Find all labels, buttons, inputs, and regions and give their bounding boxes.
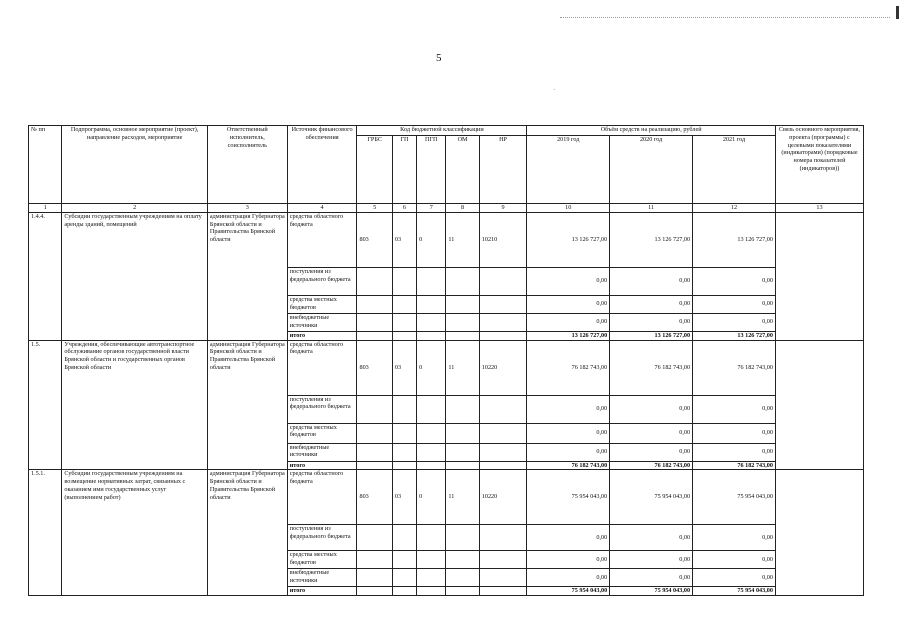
amount-2020: 13 126 727,00 <box>610 212 693 267</box>
code-pgp: 0 <box>417 212 446 267</box>
amount-2019: 0,00 <box>527 267 610 295</box>
code-gp: 03 <box>392 340 416 395</box>
header-om: ОМ <box>446 136 479 204</box>
amount-2020: 0,00 <box>610 423 693 443</box>
code-pgp: 0 <box>417 340 446 395</box>
amount-2021: 0,00 <box>693 551 776 569</box>
page-number: 5 <box>436 52 442 64</box>
source-local: средства местных бюджетов <box>287 295 357 313</box>
source-federal: поступления из федерального бюджета <box>287 267 357 295</box>
row-executor: администрация Губернатора Брянской области и Правительства Брянской области <box>207 470 287 596</box>
amount-2020: 75 954 043,00 <box>610 470 693 525</box>
row-link <box>775 212 863 340</box>
scan-artifact-line <box>560 17 890 19</box>
source-total: итого <box>287 587 357 596</box>
amount-2020: 0,00 <box>610 551 693 569</box>
code-pgp: 0 <box>417 470 446 525</box>
col-number: 2 <box>62 204 208 213</box>
amount-2020: 0,00 <box>610 313 693 331</box>
code-om: 11 <box>446 340 479 395</box>
amount-2020: 0,00 <box>610 267 693 295</box>
total-2019: 76 182 743,00 <box>527 461 610 470</box>
row-num: 1.4.4. <box>29 212 62 340</box>
amount-2020: 0,00 <box>610 395 693 423</box>
col-number: 9 <box>479 204 527 213</box>
header-budget-class: Код бюджетной классификации <box>357 126 527 136</box>
header-pgp: ПГП <box>417 136 446 204</box>
amount-2019: 0,00 <box>527 569 610 587</box>
source-regional: средства областного бюджета <box>287 470 357 525</box>
col-number: 8 <box>446 204 479 213</box>
source-local: средства местных бюджетов <box>287 551 357 569</box>
header-2019: 2019 год <box>527 136 610 204</box>
amount-2021: 0,00 <box>693 395 776 423</box>
code-om: 11 <box>446 212 479 267</box>
code-gp: 03 <box>392 212 416 267</box>
row-name: Субсидии государственным учреждениям на возмещение нормативных затрат, связанных с оказанием ими государственных услуг (выполнением работ) <box>62 470 208 596</box>
code-om: 11 <box>446 470 479 525</box>
row-link <box>775 470 863 596</box>
source-extra: внебюджетные источники <box>287 569 357 587</box>
total-2021: 13 126 727,00 <box>693 331 776 340</box>
amount-2021: 0,00 <box>693 525 776 551</box>
source-total: итого <box>287 331 357 340</box>
amount-2021: 0,00 <box>693 313 776 331</box>
header-volume: Объём средств на реализацию, рублей <box>527 126 776 136</box>
amount-2020: 0,00 <box>610 295 693 313</box>
edge-mark <box>896 6 899 19</box>
amount-2019: 0,00 <box>527 313 610 331</box>
amount-2019: 75 954 043,00 <box>527 470 610 525</box>
amount-2021: 75 954 043,00 <box>693 470 776 525</box>
amount-2021: 0,00 <box>693 423 776 443</box>
source-regional: средства областного бюджета <box>287 340 357 395</box>
amount-2019: 76 182 743,00 <box>527 340 610 395</box>
col-number: 5 <box>357 204 392 213</box>
total-2021: 76 182 743,00 <box>693 461 776 470</box>
amount-2019: 0,00 <box>527 443 610 461</box>
total-2019: 13 126 727,00 <box>527 331 610 340</box>
budget-table <box>28 125 864 596</box>
code-np: 10220 <box>479 340 527 395</box>
amount-2021: 0,00 <box>693 443 776 461</box>
col-number: 6 <box>392 204 416 213</box>
header-link: Связь основного мероприятия, проекта (программы) с целевыми показателями (индикаторами) (порядковые номера показателей (индикаторов)) <box>775 126 863 204</box>
col-number: 4 <box>287 204 357 213</box>
amount-2021: 76 182 743,00 <box>693 340 776 395</box>
code-grbs: 803 <box>357 470 392 525</box>
amount-2020: 0,00 <box>610 569 693 587</box>
total-2020: 75 954 043,00 <box>610 587 693 596</box>
col-number: 12 <box>693 204 776 213</box>
amount-2019: 0,00 <box>527 395 610 423</box>
header-name: Подпрограмма, основное мероприятие (проект), направление расходов, мероприятие <box>62 126 208 204</box>
source-federal: поступления из федерального бюджета <box>287 525 357 551</box>
source-regional: средства областного бюджета <box>287 212 357 267</box>
code-gp: 03 <box>392 470 416 525</box>
header-np: НР <box>479 136 527 204</box>
header-2020: 2020 год <box>610 136 693 204</box>
col-number: 10 <box>527 204 610 213</box>
amount-2021: 13 126 727,00 <box>693 212 776 267</box>
code-grbs: 803 <box>357 340 392 395</box>
source-federal: поступления из федерального бюджета <box>287 395 357 423</box>
amount-2021: 0,00 <box>693 295 776 313</box>
source-extra: внебюджетные источники <box>287 313 357 331</box>
source-total: итого <box>287 461 357 470</box>
row-link <box>775 340 863 470</box>
code-np: 10210 <box>479 212 527 267</box>
row-name: Учреждения, обеспечивающие автотранспортное обслуживание органов государственной власти Брянской области и государственных органов Брянской области <box>62 340 208 470</box>
row-name: Субсидии государственным учреждениям на оплату аренды зданий, помещений <box>62 212 208 340</box>
amount-2019: 13 126 727,00 <box>527 212 610 267</box>
amount-2019: 0,00 <box>527 423 610 443</box>
header-source: Источник финансового обеспечения <box>287 126 357 204</box>
amount-2019: 0,00 <box>527 551 610 569</box>
amount-2021: 0,00 <box>693 267 776 295</box>
header-2021: 2021 год <box>693 136 776 204</box>
col-number: 7 <box>417 204 446 213</box>
amount-2020: 0,00 <box>610 443 693 461</box>
header-num: № пп <box>29 126 62 204</box>
source-extra: внебюджетные источники <box>287 443 357 461</box>
amount-2020: 76 182 743,00 <box>610 340 693 395</box>
total-2020: 76 182 743,00 <box>610 461 693 470</box>
source-local: средства местных бюджетов <box>287 423 357 443</box>
code-grbs: 803 <box>357 212 392 267</box>
header-executor: Ответственный исполнитель, соисполнитель <box>207 126 287 204</box>
total-2019: 75 954 043,00 <box>527 587 610 596</box>
amount-2019: 0,00 <box>527 295 610 313</box>
col-number: 11 <box>610 204 693 213</box>
row-num: 1.5. <box>29 340 62 470</box>
row-executor: администрация Губернатора Брянской области и Правительства Брянской области <box>207 212 287 340</box>
header-gp: ГП <box>392 136 416 204</box>
amount-2019: 0,00 <box>527 525 610 551</box>
code-np: 10220 <box>479 470 527 525</box>
header-grbs: ГРБС <box>357 136 392 204</box>
col-number: 3 <box>207 204 287 213</box>
col-number: 1 <box>29 204 62 213</box>
amount-2020: 0,00 <box>610 525 693 551</box>
total-2020: 13 126 727,00 <box>610 331 693 340</box>
amount-2021: 0,00 <box>693 569 776 587</box>
col-number: 13 <box>775 204 863 213</box>
row-executor: администрация Губернатора Брянской области и Правительства Брянской области <box>207 340 287 470</box>
scan-speck: · <box>553 86 556 94</box>
total-2021: 75 954 043,00 <box>693 587 776 596</box>
row-num: 1.5.1. <box>29 470 62 596</box>
